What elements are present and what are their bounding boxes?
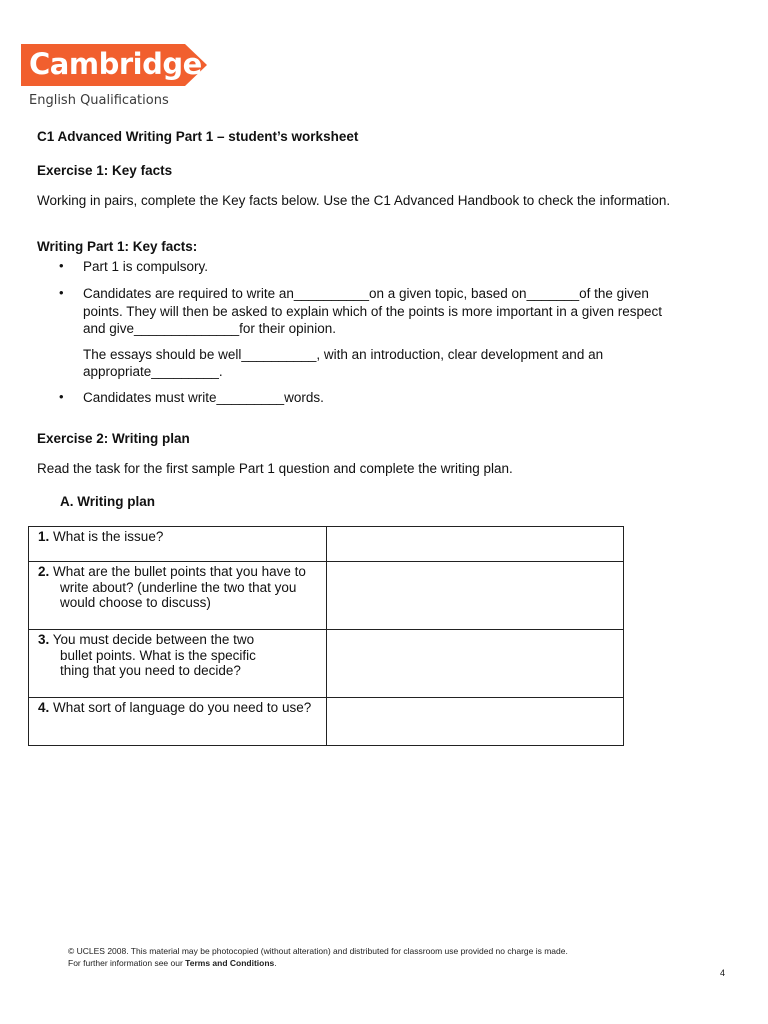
- writing-plan-subheading: A. Writing plan: [60, 494, 155, 509]
- question-cell: [29, 562, 327, 629]
- answer-cell[interactable]: [327, 527, 623, 561]
- key-fact-compulsory: Part 1 is compulsory.: [83, 259, 209, 274]
- bullet-icon: •: [59, 389, 64, 404]
- bullet-icon: •: [59, 258, 64, 273]
- question-text: What are the bullet points that you have to: [53, 564, 306, 579]
- exercise2-instruction: Read the task for the first sample Part 1 question and complete the writing plan.: [37, 461, 513, 476]
- question-cell: [29, 630, 327, 697]
- key-fact-requirement-line3: and give______________for their opinion.: [83, 321, 336, 336]
- table-row: [29, 527, 623, 562]
- question-number: 3.: [38, 632, 50, 647]
- key-facts-heading: Writing Part 1: Key facts:: [37, 239, 198, 254]
- question-text: You must decide between the two: [52, 632, 255, 647]
- key-fact-essays-line1: The essays should be well__________, with an introduction, clear development and an: [83, 347, 604, 362]
- table-row: [29, 562, 623, 630]
- table-row: [29, 630, 623, 698]
- bullet-icon: •: [59, 285, 64, 300]
- question-text: write about? (underline the two that you: [60, 579, 297, 595]
- answer-cell[interactable]: [327, 630, 623, 697]
- exercise1-instruction: Working in pairs, complete the Key facts below. Use the C1 Advanced Handbook to check the information.: [37, 193, 671, 208]
- question-cell: [29, 527, 327, 561]
- question-text: What is the issue?: [53, 529, 164, 544]
- copyright-notice: © UCLES 2008. This material may be photocopied (without alteration) and distributed for classroom use provided no charge is made.: [68, 946, 568, 956]
- question-number: 4.: [38, 700, 50, 715]
- key-fact-requirement-line1: Candidates are required to write an__________on a given topic, based on_______of the given: [83, 286, 649, 301]
- logo-subtitle: English Qualifications: [29, 93, 169, 108]
- copyright-footer: [68, 945, 568, 969]
- question-number: 2.: [38, 564, 50, 579]
- table-row: [29, 698, 623, 745]
- question-cell: [29, 698, 327, 745]
- logo-wordmark: Cambridge: [29, 47, 202, 81]
- terms-link[interactable]: Terms and Conditions: [185, 958, 275, 968]
- page-title: C1 Advanced Writing Part 1 – student’s worksheet: [37, 129, 359, 144]
- answer-cell[interactable]: [327, 562, 623, 629]
- terms-prefix: For further information see our: [68, 958, 186, 968]
- writing-plan-table: [28, 526, 624, 746]
- key-fact-word-count: Candidates must write_________words.: [83, 390, 324, 405]
- question-text: thing that you need to decide?: [60, 663, 241, 678]
- exercise2-heading: Exercise 2: Writing plan: [37, 431, 190, 446]
- answer-cell[interactable]: [327, 698, 623, 745]
- cambridge-logo: [21, 44, 207, 86]
- terms-suffix: .: [274, 958, 277, 968]
- question-text: bullet points. What is the specific: [60, 647, 256, 663]
- question-text: would choose to discuss): [60, 595, 211, 610]
- key-fact-requirement-line2: points. They will then be asked to explain which of the points is more important in a given respect: [83, 304, 663, 319]
- terms-line: [68, 957, 568, 969]
- key-fact-essays-line2: appropriate_________.: [83, 364, 223, 379]
- question-text: What sort of language do you need to use?: [53, 700, 312, 715]
- page-number: 4: [720, 968, 726, 978]
- question-number: 1.: [38, 529, 50, 544]
- exercise1-heading: Exercise 1: Key facts: [37, 163, 173, 178]
